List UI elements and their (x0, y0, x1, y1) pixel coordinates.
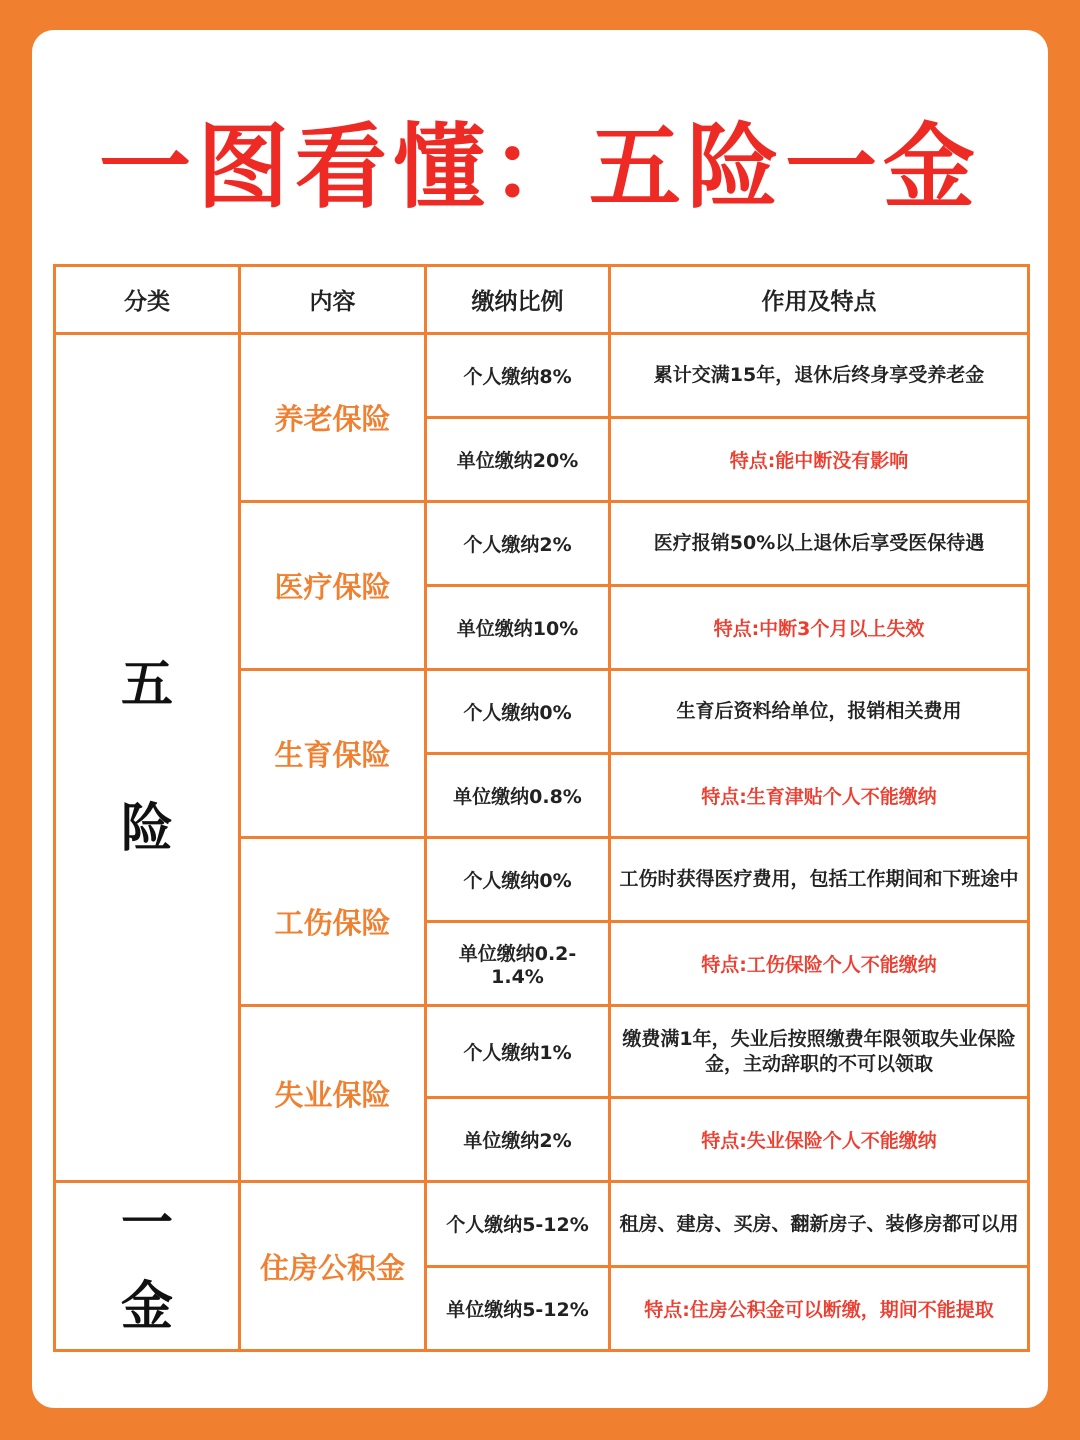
table-row (55, 1182, 1029, 1267)
effect-text: 医疗报销50%以上退休后享受医保待遇 (610, 502, 1029, 586)
table-header-row (55, 266, 1029, 334)
insurance-name: 工伤保险 (240, 838, 426, 1006)
effect-text: 缴费满1年，失业后按照缴费年限领取失业保险金，主动辞职的不可以领取 (610, 1006, 1029, 1098)
header-content: 内容 (240, 266, 426, 334)
insurance-name: 生育保险 (240, 670, 426, 838)
table-row (55, 334, 1029, 418)
insurance-table (53, 264, 1030, 1352)
header-effect: 作用及特点 (610, 266, 1029, 334)
feature-text: 特点:工伤保险个人不能缴纳 (610, 922, 1029, 1006)
employer-ratio: 单位缴纳2% (426, 1098, 610, 1182)
feature-text: 特点:生育津贴个人不能缴纳 (610, 754, 1029, 838)
personal-ratio: 个人缴纳1% (426, 1006, 610, 1098)
insurance-name: 养老保险 (240, 334, 426, 502)
header-ratio: 缴纳比例 (426, 266, 610, 334)
insurance-name: 失业保险 (240, 1006, 426, 1182)
category-one-fund: 一 金 (55, 1182, 240, 1351)
effect-text: 生育后资料给单位，报销相关费用 (610, 670, 1029, 754)
employer-ratio: 单位缴纳5-12% (426, 1266, 610, 1351)
page-title: 一图看懂：五险一金 (98, 114, 981, 221)
employer-ratio: 单位缴纳20% (426, 418, 610, 502)
personal-ratio: 个人缴纳5-12% (426, 1182, 610, 1267)
employer-ratio: 单位缴纳10% (426, 586, 610, 670)
header-category: 分类 (55, 266, 240, 334)
personal-ratio: 个人缴纳0% (426, 670, 610, 754)
feature-text: 特点:中断3个月以上失效 (610, 586, 1029, 670)
employer-ratio: 单位缴纳0.8% (426, 754, 610, 838)
personal-ratio: 个人缴纳8% (426, 334, 610, 418)
employer-ratio: 单位缴纳0.2-1.4% (426, 922, 610, 1006)
feature-text: 特点:失业保险个人不能缴纳 (610, 1098, 1029, 1182)
insurance-name: 住房公积金 (240, 1182, 426, 1351)
effect-text: 租房、建房、买房、翻新房子、装修房都可以用 (610, 1182, 1029, 1267)
personal-ratio: 个人缴纳0% (426, 838, 610, 922)
effect-text: 工伤时获得医疗费用，包括工作期间和下班途中 (610, 838, 1029, 922)
insurance-name: 医疗保险 (240, 502, 426, 670)
feature-text: 特点:能中断没有影响 (610, 418, 1029, 502)
effect-text: 累计交满15年，退休后终身享受养老金 (610, 334, 1029, 418)
feature-text: 特点:住房公积金可以断缴，期间不能提取 (610, 1266, 1029, 1351)
category-five-insurances: 五 险 (55, 334, 240, 1182)
personal-ratio: 个人缴纳2% (426, 502, 610, 586)
